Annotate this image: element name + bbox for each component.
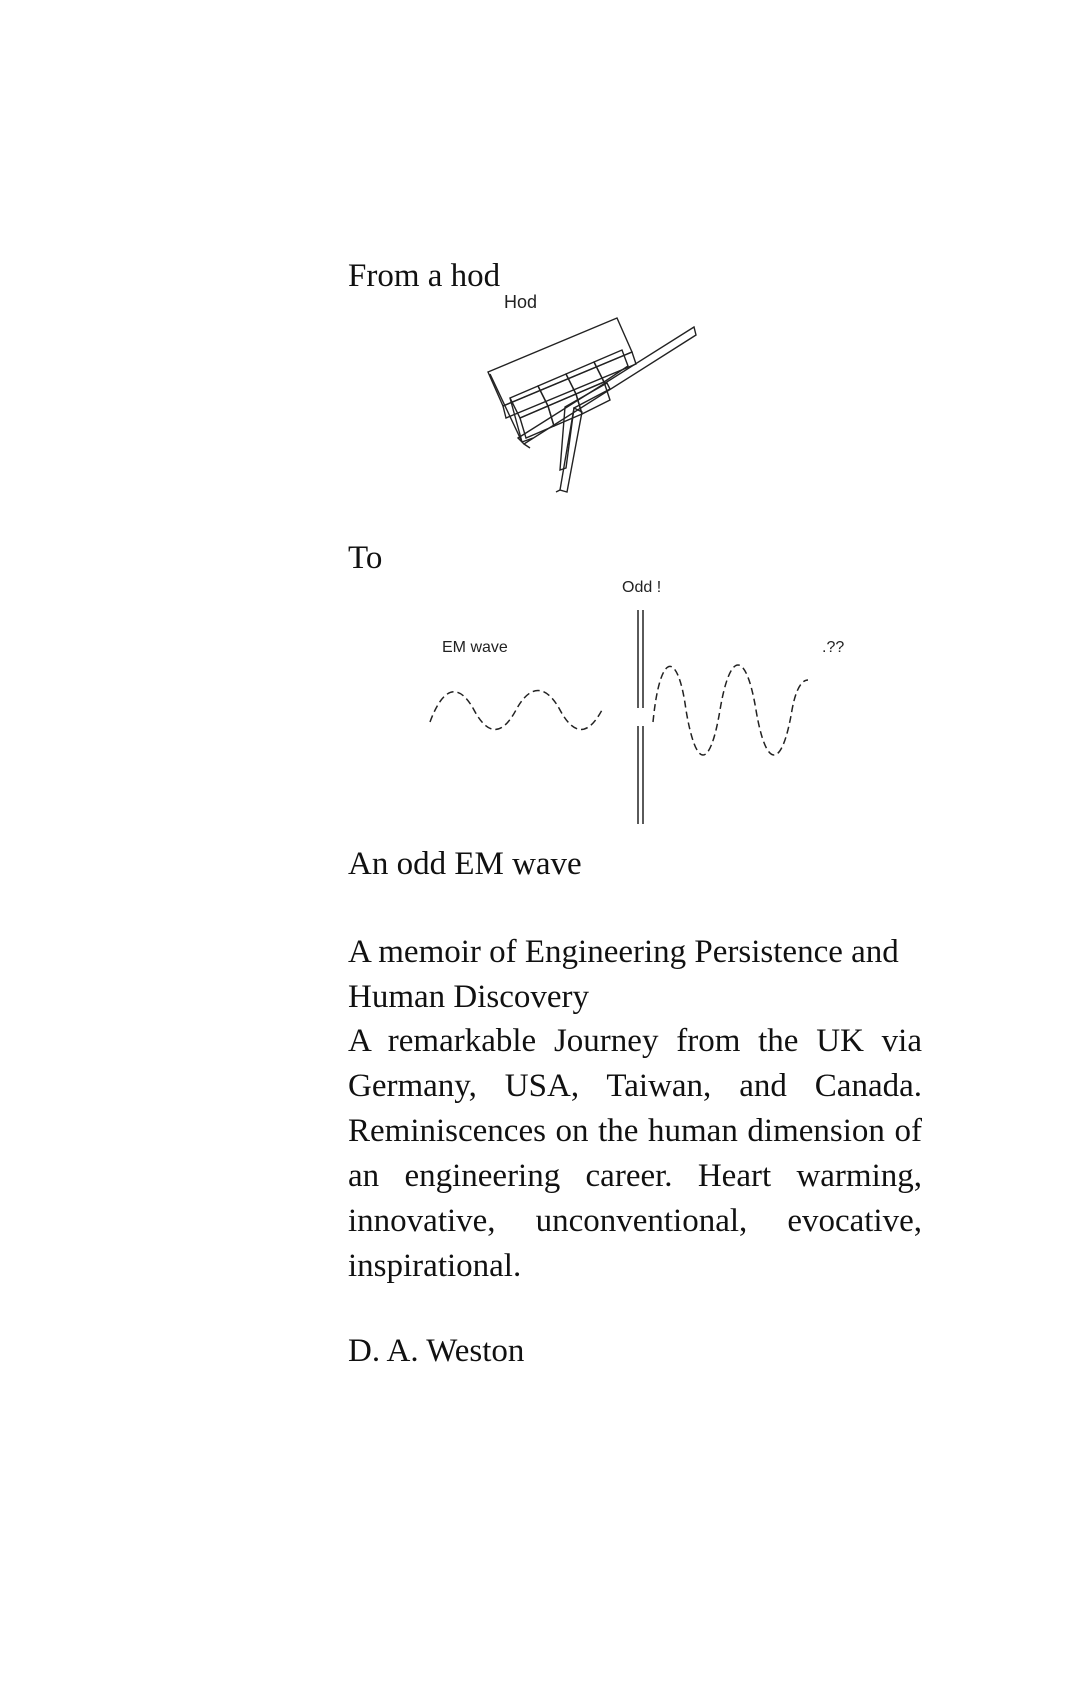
hod-drawing-icon (470, 290, 770, 505)
subtitle-line-1: A memoir of Engineering Persistence and (348, 934, 899, 970)
hod-label: Hod (504, 292, 538, 312)
odd-label: Odd ! (622, 579, 662, 596)
author-name: D. A. Weston (348, 1333, 525, 1369)
from-line: From a hod (348, 258, 501, 294)
subject-line: An odd EM wave (348, 846, 582, 882)
subtitle-line-2: Human Discovery (348, 979, 590, 1015)
em-wave-drawing-icon (410, 570, 890, 830)
em-wave-label: EM wave (442, 639, 508, 656)
to-line: To (348, 540, 383, 576)
question-label: .?? (822, 639, 845, 656)
description-paragraph: A remarkable Journey from the UK via Germany, USA, Taiwan, and Canada. Reminiscences on the human dimension of an engineering career. Heart warming, innovative, unconventional, evocative, inspirational. (348, 1023, 922, 1284)
